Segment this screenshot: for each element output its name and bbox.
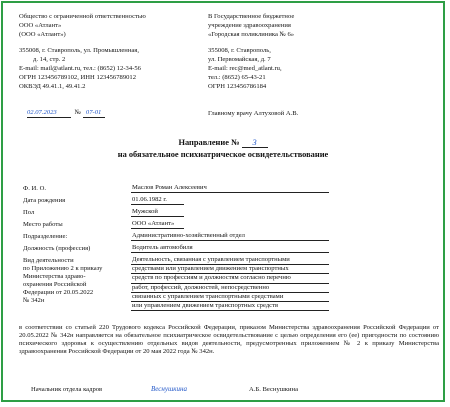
doc-number-label: № xyxy=(74,109,81,116)
sex-label: Пол xyxy=(23,209,35,216)
signer-position: Начальник отдела кадров xyxy=(31,386,103,393)
activity-value-line: Деятельность, связанная с управлением транспортными xyxy=(131,256,329,265)
recipient-address-line: 355008, г. Ставрополь, xyxy=(208,47,271,54)
recipient-contact-line: E-mail: rec@med_atlant.ru, xyxy=(208,65,282,72)
birth-label: Дата рождения xyxy=(23,197,66,204)
sender-contact-line: ОГРН 123456789102, ИНН 123456789012 xyxy=(19,74,137,81)
sender-address-line: д. 14, стр. 2 xyxy=(33,56,66,63)
addressee: Главному врачу Алтуховой А.В. xyxy=(208,110,299,117)
sender-name-line: ООО «Атлант» xyxy=(19,22,62,29)
activity-label-line: охранения Российской xyxy=(23,281,87,288)
activity-label-line: Вид деятельности xyxy=(23,257,74,264)
position-label: Должность (профессия) xyxy=(23,245,91,252)
page-title xyxy=(3,139,443,148)
title-number: 3 xyxy=(242,139,268,148)
activity-value-line: связанных с управлением транспортными средствами xyxy=(131,293,329,302)
work-value: ООО «Атлант» xyxy=(131,220,184,229)
activity-label-line: Министерства здраво- xyxy=(23,273,86,280)
fio-label: Ф. И. О. xyxy=(23,185,46,192)
recipient-contact-line: тел.: (8652) 65-43-21 xyxy=(208,74,266,81)
recipient-name-line: В Государственное бюджетное xyxy=(208,13,295,20)
recipient-name-line: учреждение здравоохранения xyxy=(208,22,291,29)
position-value: Водитель автомобиля xyxy=(131,244,329,253)
activity-value-line: работ, профессий, должностей, непосредственно xyxy=(131,284,329,293)
activity-label-line: Федерации от 20.05.2022 xyxy=(23,289,94,296)
activity-value xyxy=(131,256,329,311)
activity-value-line: средств по профессиям и должностям согласно перечню xyxy=(131,274,329,283)
activity-label-line: № 342н xyxy=(23,297,45,304)
signer-name: А.Б. Веснушкина xyxy=(249,386,298,393)
sender-name-line: Общество с ограниченной ответственностью xyxy=(19,13,146,20)
activity-label xyxy=(23,257,102,305)
legal-paragraph: в соответствии со статьей 220 Трудового кодекса Российской Федерации, приказом Министерства здравоохранения Российской Федерации от 20.05.2022 № 342н направляется на обязательное психиатрическое освидетельствование с целью определения его (ее) пригодности по состоянию психического здоровья к осуществлению отдельных видов деятельности, предусмотренных приложением № 2 к приказу Министерства здравоохранения Российской Федерации от 20 мая 2022 года № 342н. xyxy=(19,324,439,355)
activity-value-line: средствами или управлением движением транспортных xyxy=(131,265,329,274)
recipient-contact-line: ОГРН 123456786184 xyxy=(208,83,267,90)
recipient-address-line: ул. Первомайская, д. 7 xyxy=(208,56,271,63)
dept-label: Подразделение: xyxy=(23,233,68,240)
outgoing-reference xyxy=(27,109,105,118)
recipient-name-line: «Городская поликлиника № 6» xyxy=(208,31,295,38)
birth-value: 01.06.1982 г. xyxy=(131,196,184,205)
sender-name-line: (ООО «Атлант») xyxy=(19,31,66,38)
doc-date: 02.07.2023 xyxy=(27,109,71,118)
activity-label-line: по Приложению 2 к приказу xyxy=(23,265,103,272)
work-label: Место работы xyxy=(23,221,63,228)
handwritten-signature: Веснушкина xyxy=(151,385,188,393)
fio-value: Маслов Роман Алексеевич xyxy=(131,184,329,193)
title-prefix: Направление № xyxy=(178,138,240,147)
dept-value: Административно-хозяйственный отдел xyxy=(131,232,329,241)
activity-value-line: или управлением движением транспортных средств xyxy=(131,302,329,311)
sender-address-line: 355008, г. Ставрополь, ул. Промышленная, xyxy=(19,47,139,54)
sender-contact-line: ОКВЭД 49.41.1, 49.41.2 xyxy=(19,83,86,90)
document-page xyxy=(1,1,445,402)
sex-value: Мужской xyxy=(131,208,184,217)
sender-contact-line: E-mail: mail@atlant.ru, тел.: (8652) 12-34-56 xyxy=(19,65,141,72)
doc-number: 07-01 xyxy=(83,109,105,118)
page-subtitle: на обязательное психиатрическое освидетельствование xyxy=(117,150,329,159)
